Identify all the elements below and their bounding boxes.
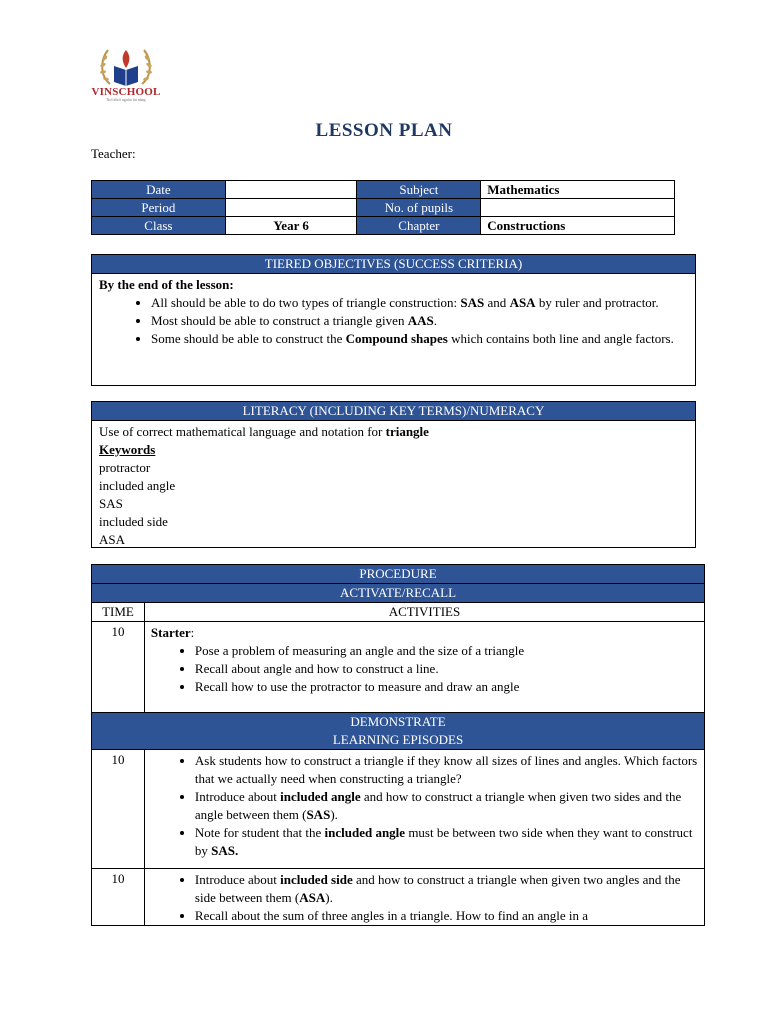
objectives-list: [99, 294, 688, 348]
objectives-section: [91, 254, 696, 386]
objective-text: which contains both line and angle factors.: [447, 331, 674, 346]
list-item: [195, 871, 698, 907]
literacy-header: LITERACY (INCLUDING KEY TERMS)/NUMERACY: [92, 402, 695, 421]
episode-text: Ask students how to construct a triangle if they know all sizes of lines and angles. Which factors that we actually need when constructing a triangle?: [194, 753, 698, 786]
list-item: • Recall about angle and how to construct a line.: [195, 660, 698, 678]
lesson-info-table: [91, 180, 675, 235]
table-row: [92, 869, 705, 926]
list-item: • Recall how to use the protractor to measure and draw an angle: [195, 678, 698, 696]
episode-text: must be between two side when they want to construct by: [194, 825, 693, 858]
time-cell: 10: [92, 750, 145, 869]
table-row: [92, 181, 675, 199]
keyword-item: included angle: [99, 478, 176, 493]
subject-value[interactable]: Mathematics: [481, 181, 675, 199]
list-item: [195, 752, 698, 788]
time-cell: 10: [92, 622, 145, 713]
episode-bold: included angle: [280, 789, 361, 804]
keywords-label: Keywords: [99, 442, 156, 457]
demonstrate-title: DEMONSTRATE: [350, 714, 446, 729]
keyword-item: SAS: [99, 496, 123, 511]
episode-text: Recall about the sum of three angles in a triangle. How to find an angle in a: [194, 908, 589, 923]
teacher-label: Teacher:: [91, 146, 136, 161]
objectives-header: TIERED OBJECTIVES (SUCCESS CRITERIA): [92, 255, 695, 274]
procedure-header: PROCEDURE: [92, 565, 705, 584]
activity-cell: [144, 750, 704, 869]
pupils-label: No. of pupils: [357, 199, 481, 217]
table-row: [92, 750, 705, 869]
literacy-intro-text: Use of correct mathematical language and notation for: [99, 424, 386, 439]
literacy-section: [91, 401, 696, 548]
procedure-table: [91, 564, 705, 926]
table-row: [92, 603, 705, 622]
time-column-header: TIME: [92, 603, 145, 622]
objective-text: All should be able to do two types of triangle construction:: [151, 295, 461, 310]
activity-cell: [144, 622, 704, 713]
list-item: [151, 330, 688, 348]
episode-text: Introduce about: [194, 789, 281, 804]
objective-text: and: [484, 295, 510, 310]
list-item: [195, 907, 698, 925]
objective-bold: SAS: [460, 295, 485, 310]
objective-bold: Compound shapes: [345, 331, 448, 346]
table-row: [92, 713, 705, 750]
time-cell: 10: [92, 869, 145, 926]
objective-bold: AAS: [407, 313, 434, 328]
episode-bold: included side: [280, 872, 353, 887]
literacy-intro-bold: triangle: [385, 424, 429, 439]
objective-bold: ASA: [509, 295, 536, 310]
subject-label: Subject: [357, 181, 481, 199]
table-row: [92, 199, 675, 217]
objective-text: .: [433, 313, 437, 328]
episode-list: [151, 752, 698, 860]
keyword-item: protractor: [99, 460, 151, 475]
list-item: [195, 788, 698, 824]
date-value[interactable]: [225, 181, 357, 199]
list-item: • Pose a problem of measuring an angle and the size of a triangle: [195, 642, 698, 660]
chapter-value[interactable]: Constructions: [481, 217, 675, 235]
demonstrate-header: [92, 713, 705, 750]
episode-bold: ASA: [299, 890, 326, 905]
list-item: [195, 824, 698, 860]
objective-text: Some should be able to construct the: [151, 331, 346, 346]
table-row: [92, 622, 705, 713]
activity-cell: [144, 869, 704, 926]
episode-text: ).: [330, 807, 338, 822]
keyword-item: included side: [99, 514, 168, 529]
objective-text: by ruler and protractor.: [535, 295, 659, 310]
pupils-value[interactable]: [481, 199, 675, 217]
objectives-intro: By the end of the lesson:: [99, 277, 234, 292]
page-title: LESSON PLAN: [315, 120, 453, 141]
learning-episodes-title: LEARNING EPISODES: [332, 732, 464, 747]
episode-list: [151, 871, 698, 925]
episode-bold: SAS: [306, 807, 331, 822]
episode-text: Note for student that the: [194, 825, 325, 840]
table-row: [92, 217, 675, 235]
starter-label: Starter: [150, 625, 191, 640]
list-item: [151, 294, 688, 312]
episode-text: and how to construct a triangle when given two angles and the side between them (: [194, 872, 681, 905]
episode-text: and how to construct a triangle when given two sides and the angle between them (: [194, 789, 682, 822]
list-item: [151, 312, 688, 330]
activate-header: ACTIVATE/RECALL: [92, 584, 705, 603]
episode-text: ).: [325, 890, 333, 905]
episode-bold: SAS.: [211, 843, 239, 858]
logo-tagline: Nơi khơi nguồn tài năng: [106, 97, 146, 102]
keyword-item: ASA: [99, 532, 126, 547]
episode-text: Introduce about: [194, 872, 281, 887]
period-value[interactable]: [225, 199, 357, 217]
objective-text: Most should be able to construct a triangle given: [151, 313, 408, 328]
chapter-label: Chapter: [357, 217, 481, 235]
logo-name: VINSCHOOL: [91, 86, 161, 98]
date-label: Date: [92, 181, 226, 199]
activities-column-header: ACTIVITIES: [144, 603, 704, 622]
table-row: [92, 565, 705, 584]
literacy-intro: [99, 423, 688, 441]
starter-colon: :: [190, 625, 195, 640]
period-label: Period: [92, 199, 226, 217]
table-row: [92, 584, 705, 603]
class-value[interactable]: Year 6: [225, 217, 357, 235]
episode-bold: included angle: [324, 825, 406, 840]
class-label: Class: [92, 217, 226, 235]
starter-list: [151, 642, 698, 696]
starter-heading: [151, 624, 698, 642]
